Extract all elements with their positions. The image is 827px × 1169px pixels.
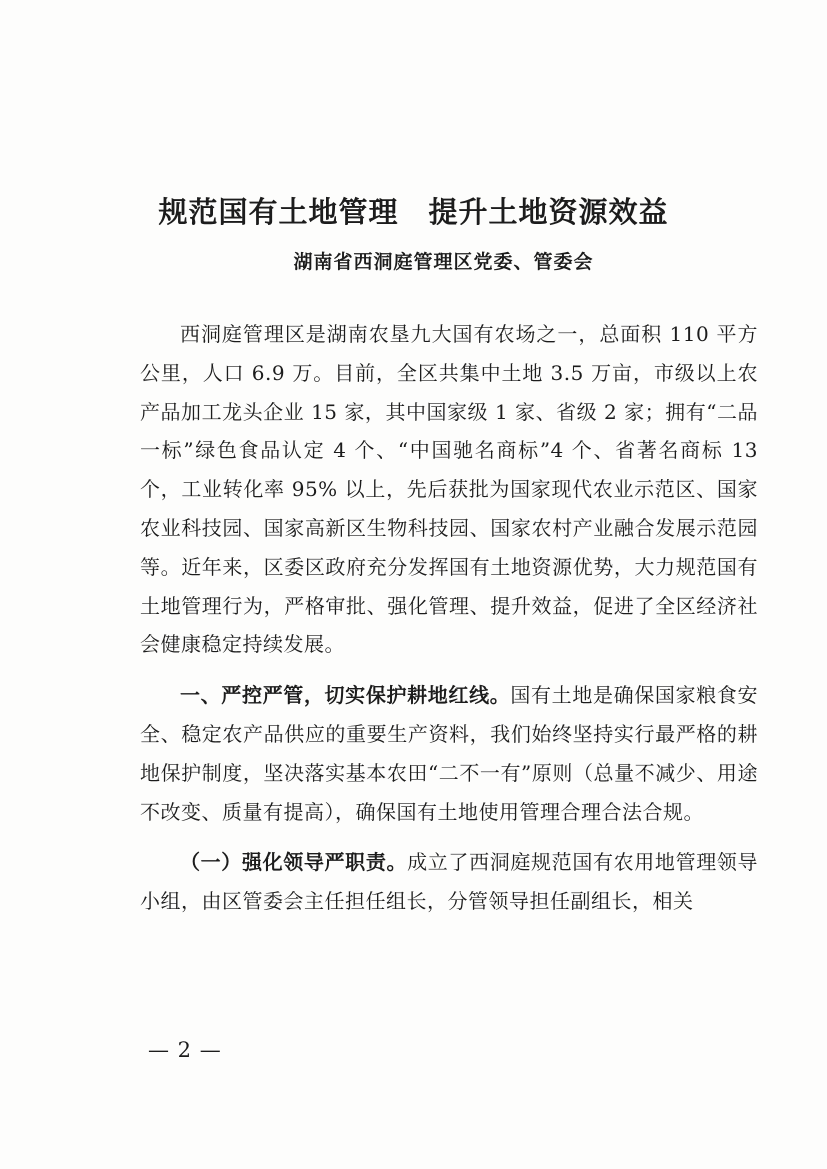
section-body-1: 国有土地是确保国家粮食安全、稳定农产品供应的重要生产资料，我们始终坚持实行最严格的耕地保护制度，坚决落实基本农田“二不一有”原则（总量不减少、用途不改变、质量有提高），确保国有土地使用管理合理合法合规。 [140,683,759,824]
document-body [140,315,758,921]
page-number: — 2 — [148,1038,222,1062]
subsection-heading-1: （一）强化领导严职责。 [180,850,408,875]
document-title: 规范国有土地管理 提升土地资源效益 [158,195,669,229]
paragraph-intro: 西洞庭管理区是湖南农垦九大国有农场之一，总面积 110 平方公里，人口 6.9 万。目前，全区共集中土地 3.5 万亩，市级以上农产品加工龙头企业 15 家，其中国家级 1 家、省级 2 家；拥有“二品一标”绿色食品认定 4 个、“中国驰名商标”4 个、省著名商标 13 个，工业转化率 95% 以上，先后获批为国家现代农业示范区、国家农业科技园、国家高新区生物科技园、国家农村产业融合发展示范园等。近年来，区委区政府充分发挥国有土地资源优势，大力规范国有土地管理行为，严格审批、强化管理、提升效益，促进了全区经济社会健康稳定持续发展。 [140,322,758,657]
paragraph-section-1 [140,676,758,831]
subsection-body-1: 成立了西洞庭规范国有农用地管理领导小组，由区管委会主任担任组长，分管领导担任副组长，相关 [140,850,759,914]
section-heading-1: 一、严控严管，切实保护耕地红线。 [180,683,511,708]
document-author: 湖南省西洞庭管理区党委、管委会 [293,251,594,273]
paragraph-subsection-1 [140,843,758,921]
